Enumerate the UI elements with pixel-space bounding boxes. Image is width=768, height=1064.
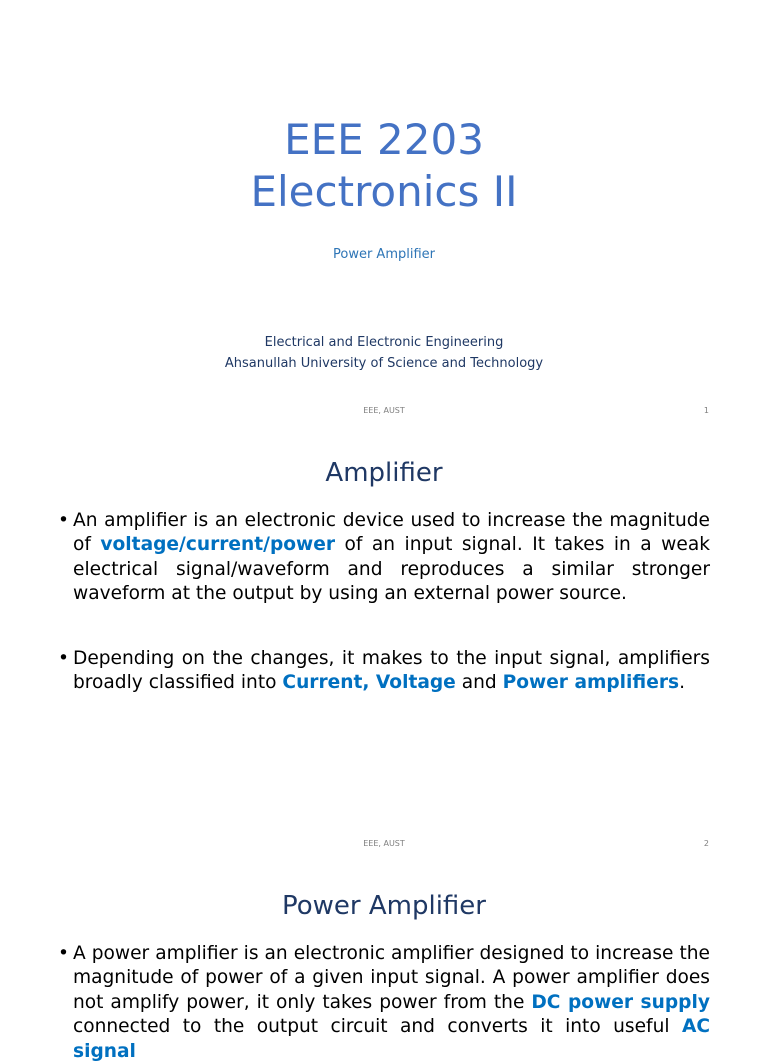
course-code-title: EEE 2203: [284, 115, 484, 164]
highlight-text: voltage/current/power: [100, 534, 335, 556]
bullet-item: • A power amplifier is an electronic amplifier designed to increase the magnitude of power of a given input signal. A power amplifier does not amplify power, it only takes power from the DC power supply connected to the output circuit and converts it into useful AC signal: [58, 943, 710, 1062]
bullet-icon: •: [58, 943, 69, 964]
department-name: Electrical and Electronic Engineering: [264, 335, 504, 350]
highlight-text: AC signal: [73, 1016, 710, 1062]
bullet-item: • An amplifier is an electronic device used to increase the magnitude of voltage/current/power of an input signal. It takes in a weak electrical signal/waveform and reproduces a similar stronger waveform at the output by using an external power source.: [58, 510, 710, 605]
slide-heading: Power Amplifier: [281, 891, 486, 921]
course-name-title: Electronics II: [250, 167, 518, 216]
page-number: 1: [703, 406, 709, 415]
slide-footer: EEE, AUST: [363, 406, 405, 415]
bullet-list: [58, 509, 710, 695]
slide-heading: Amplifier: [325, 458, 443, 488]
bullet-list: [58, 942, 710, 1064]
university-name: Ahsanullah University of Science and Technology: [224, 356, 544, 371]
slide-1: [0, 0, 768, 433]
slide-2: [0, 433, 768, 866]
slide-3: [0, 866, 768, 1062]
page-number: 2: [703, 839, 709, 848]
bullet-item: • Depending on the changes, it makes to the input signal, amplifiers broadly classified into Current, Voltage and Power amplifiers.: [58, 647, 710, 694]
highlight-text: DC power supply: [531, 991, 710, 1013]
lecture-subtitle: Power Amplifier: [332, 247, 435, 262]
slide-footer: EEE, AUST: [363, 839, 405, 848]
highlight-text: Power amplifiers: [502, 672, 680, 694]
highlight-text: Current, Voltage: [282, 672, 456, 694]
bullet-icon: •: [58, 647, 69, 669]
bullet-icon: •: [58, 510, 69, 531]
